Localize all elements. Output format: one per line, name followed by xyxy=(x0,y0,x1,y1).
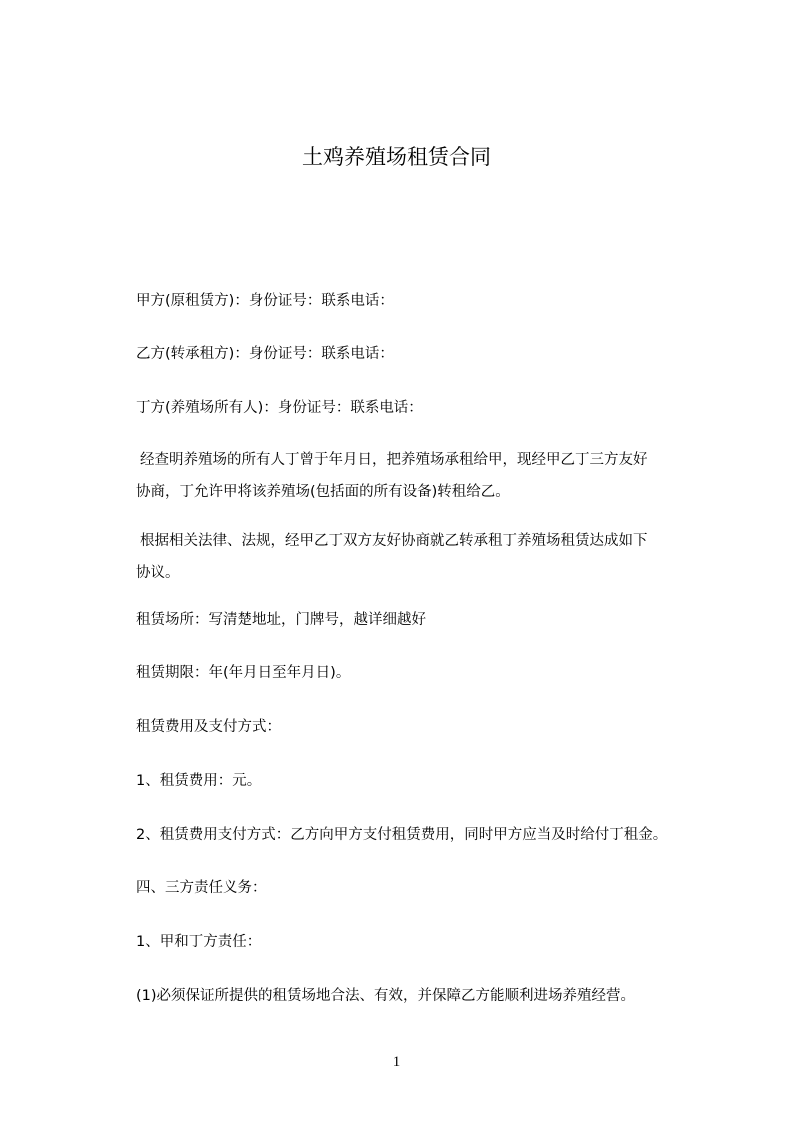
responsibility-item-1: (1)必须保证所提供的租赁场地合法、有效，并保障乙方能顺利进场养殖经营。 xyxy=(136,988,636,1004)
party-b-line: 乙方(转承租方)：身份证号：联系电话： xyxy=(136,346,394,362)
responsibility-a-d-heading: 1、甲和丁方责任： xyxy=(136,934,262,950)
paragraph-basis-line-2: 协议。 xyxy=(136,565,180,581)
lease-location: 租赁场所：写清楚地址，门牌号，越详细越好 xyxy=(136,612,426,628)
document-title: 土鸡养殖场租赁合同 xyxy=(302,145,491,169)
paragraph-basis-line-1: 根据相关法律、法规，经甲乙丁双方友好协商就乙转承租丁养殖场租赁达成如下 xyxy=(140,533,648,549)
paragraph-background-line-1: 经查明养殖场的所有人丁曾于年月日，把养殖场承租给甲，现经甲乙丁三方友好 xyxy=(140,452,648,468)
paragraph-background-line-2: 协商，丁允许甲将该养殖场(包括面的所有设备)转租给乙。 xyxy=(136,484,510,500)
lease-fee-heading: 租赁费用及支付方式： xyxy=(136,719,281,735)
section-four-heading: 四、三方责任义务： xyxy=(136,880,267,896)
lease-fee-amount: 1、租赁费用：元。 xyxy=(136,773,262,789)
page-number: 1 xyxy=(392,1054,401,1070)
party-d-line: 丁方(养殖场所有人)：身份证号：联系电话： xyxy=(136,400,423,416)
lease-term: 租赁期限：年(年月日至年月日)。 xyxy=(136,665,351,681)
lease-fee-payment: 2、租赁费用支付方式：乙方向甲方支付租赁费用，同时甲方应当及时给付丁租金。 xyxy=(136,827,668,843)
party-a-line: 甲方(原租赁方)：身份证号：联系电话： xyxy=(136,293,394,309)
